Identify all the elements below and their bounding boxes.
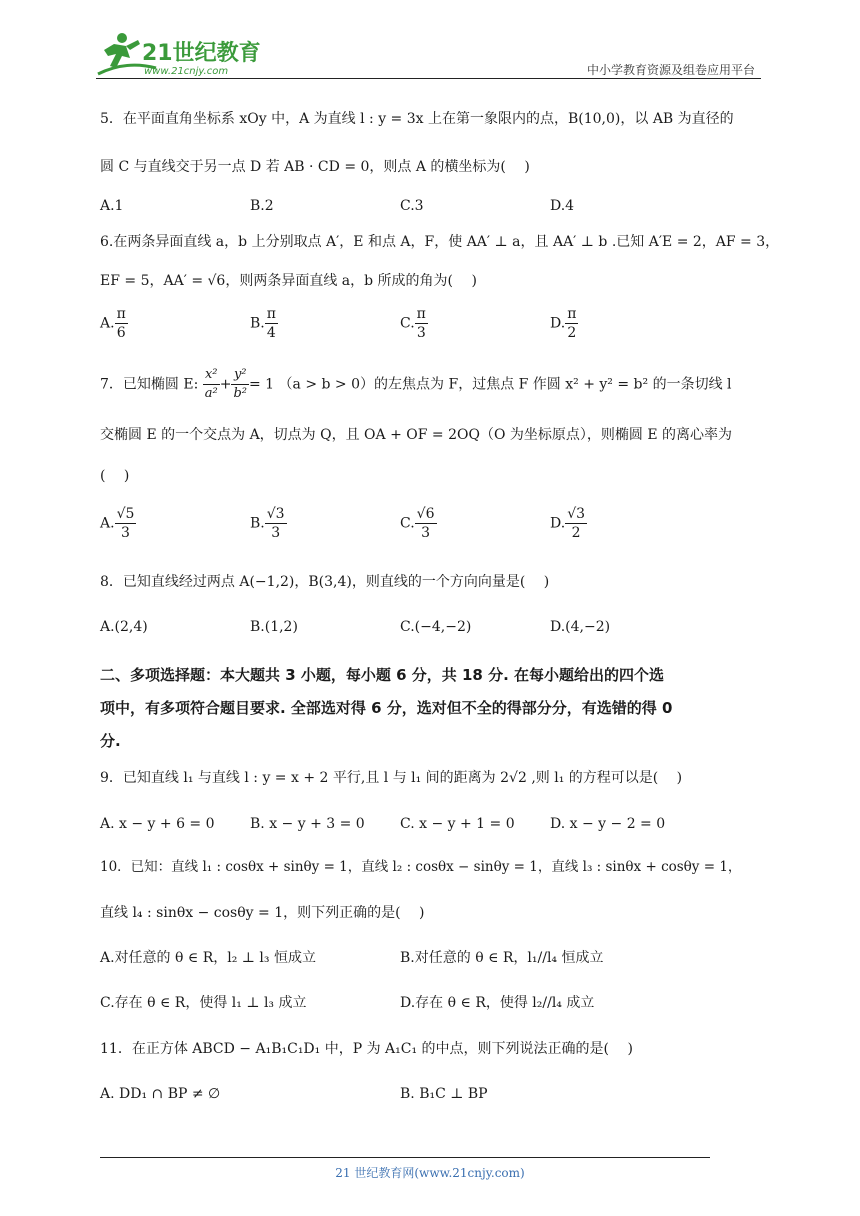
fraction — [565, 305, 578, 342]
denominator: 3 — [416, 325, 426, 341]
fraction — [115, 305, 128, 342]
q8-option-c[interactable]: C.(−4,−2) — [400, 619, 472, 635]
denominator: 3 — [271, 525, 281, 541]
denominator: 2 — [567, 325, 577, 341]
option-label: C. — [400, 315, 415, 332]
q6-option-c[interactable] — [400, 305, 428, 342]
q7-line1: 7．已知椭圆 E: $\frac{\text{x²}}{\text{a²}}$ + $\frac{\text{y²}}{\text{b²}}$ = 1 （a > b > 0）的左焦点为 F，过焦点 F 作圆 x² + y² = b² 的一条切线 l — [100, 367, 732, 401]
q5-option-c[interactable]: C.3 — [400, 198, 424, 214]
logo-text: 21世纪教育 — [142, 41, 261, 66]
numerator: π — [116, 306, 126, 322]
denominator: 3 — [421, 525, 431, 541]
option-label: C. — [400, 515, 415, 532]
option-label: B. — [250, 315, 265, 332]
q7-option-a[interactable] — [100, 505, 136, 542]
q11-option-a[interactable]: A. DD₁ ∩ BP ≠ ∅ — [100, 1086, 221, 1102]
q10-line2: 直线 l₄ : sinθx − cosθy = 1，则下列正确的是( ) — [100, 905, 425, 921]
numerator: √6 — [416, 506, 435, 522]
q8-option-b[interactable]: B.(1,2) — [250, 619, 298, 635]
q10-option-c[interactable]: C.存在 θ ∈ R，使得 l₁ ⊥ l₃ 成立 — [100, 995, 307, 1011]
numerator: √3 — [266, 506, 285, 522]
q9-option-c[interactable]: C. x − y + 1 = 0 — [400, 816, 515, 832]
numerator: π — [266, 306, 276, 322]
option-label: B. — [250, 515, 265, 532]
option-label: A. — [100, 515, 115, 532]
footer-divider — [100, 1157, 710, 1158]
q5-line1: 5．在平面直角坐标系 xOy 中，A 为直线 l : y = 3x 上在第一象限内的点，B(10,0)，以 AB 为直径的 — [100, 111, 734, 127]
q6-line1: 6.在两条异面直线 a，b 上分别取点 A′，E 和点 A，F，使 AA′ ⊥ a，且 AA′ ⊥ b .已知 A′E = 2，AF = 3， — [100, 234, 780, 250]
fraction — [265, 305, 278, 342]
ellipse-term-y: $\frac{\text{y²}}{\text{b²}}$ — [233, 367, 247, 401]
q11-line1: 11．在正方体 ABCD − A₁B₁C₁D₁ 中，P 为 A₁C₁ 的中点，则下列说法正确的是( ) — [100, 1041, 633, 1057]
ellipse-term-x: $\frac{\text{x²}}{\text{a²}}$ — [204, 367, 218, 401]
page-header — [96, 30, 761, 80]
option-label: D. — [550, 515, 566, 532]
q5-option-b[interactable]: B.2 — [250, 198, 274, 214]
q7-intro: 7．已知椭圆 E: — [100, 376, 199, 393]
q11-option-b[interactable]: B. B₁C ⊥ BP — [400, 1086, 488, 1102]
denominator: 4 — [266, 325, 276, 341]
section2-line2: 项中，有多项符合题目要求. 全部选对得 6 分，选对但不全的得部分分，有选错的得 0 — [100, 699, 673, 717]
numerator: π — [567, 306, 577, 322]
q7-option-d[interactable] — [550, 505, 587, 542]
q9-option-b[interactable]: B. x − y + 3 = 0 — [250, 816, 365, 832]
site-logo[interactable] — [96, 30, 266, 78]
fraction — [415, 505, 437, 542]
q8-line1: 8．已知直线经过两点 A(−1,2)，B(3,4)，则直线的一个方向向量是( ) — [100, 574, 550, 590]
q7-option-c[interactable] — [400, 505, 437, 542]
q7-condition: （a > b > 0）的左焦点为 F，过焦点 F 作圆 x² + y² = b² 的一条切线 l — [278, 376, 732, 393]
numerator: π — [416, 306, 426, 322]
fraction — [415, 305, 428, 342]
q5-option-d[interactable]: D.4 — [550, 198, 575, 214]
logo-runner-icon — [96, 30, 266, 78]
fraction — [265, 505, 287, 542]
q9-line1: 9．已知直线 l₁ 与直线 l : y = x + 2 平行,且 l 与 l₁ 间的距离为 2√2 ,则 l₁ 的方程可以是( ) — [100, 770, 683, 786]
q8-option-d[interactable]: D.(4,−2) — [550, 619, 611, 635]
q10-line1: 10．已知：直线 l₁ : cosθx + sinθy = 1，直线 l₂ : cosθx − sinθy = 1，直线 l₃ : sinθx + cosθy = 1， — [100, 859, 742, 875]
q7-line3: ( ) — [100, 468, 130, 484]
page-footer[interactable]: 21 世纪教育网(www.21cnjy.com) — [335, 1166, 525, 1180]
q10-option-d[interactable]: D.存在 θ ∈ R，使得 l₂//l₄ 成立 — [400, 995, 595, 1011]
q7-option-b[interactable] — [250, 505, 287, 542]
q6-line2: EF = 5，AA′ = √6，则两条异面直线 a，b 所成的角为( ) — [100, 273, 477, 289]
q10-option-a[interactable]: A.对任意的 θ ∈ R，l₂ ⊥ l₃ 恒成立 — [100, 950, 316, 966]
q6-option-a[interactable] — [100, 305, 128, 342]
denominator: 3 — [121, 525, 130, 541]
q9-option-a[interactable]: A. x − y + 6 = 0 — [100, 816, 215, 832]
header-divider — [96, 78, 761, 79]
logo-url: www.21cnjy.com — [144, 66, 229, 77]
numerator: √3 — [567, 506, 586, 522]
fraction — [565, 505, 587, 542]
q9-option-d[interactable]: D. x − y − 2 = 0 — [550, 816, 666, 832]
q5-line2: 圆 C 与直线交于另一点 D 若 AB · CD = 0，则点 A 的横坐标为( ) — [100, 159, 530, 175]
section2-line1: 二、多项选择题：本大题共 3 小题，每小题 6 分，共 18 分. 在每小题给出的四个选 — [100, 666, 665, 684]
numerator: √5 — [116, 506, 135, 522]
q6-option-d[interactable] — [550, 305, 578, 342]
header-tagline: 中小学教育资源及组卷应用平台 — [586, 63, 755, 77]
q5-option-a[interactable]: A.1 — [100, 198, 124, 214]
fraction — [115, 505, 137, 542]
denominator: 2 — [571, 525, 581, 541]
option-label: A. — [100, 315, 115, 332]
q7-line2: 交椭圆 E 的一个交点为 A，切点为 Q，且 OA + OF = 2OQ（O 为坐标原点），则椭圆 E 的离心率为 — [100, 427, 733, 443]
q6-option-b[interactable] — [250, 305, 278, 342]
q10-option-b[interactable]: B.对任意的 θ ∈ R，l₁//l₄ 恒成立 — [400, 950, 604, 966]
q8-option-a[interactable]: A.(2,4) — [100, 619, 148, 635]
option-label: D. — [550, 315, 566, 332]
section2-line3: 分. — [100, 732, 121, 750]
denominator: 6 — [116, 325, 126, 341]
